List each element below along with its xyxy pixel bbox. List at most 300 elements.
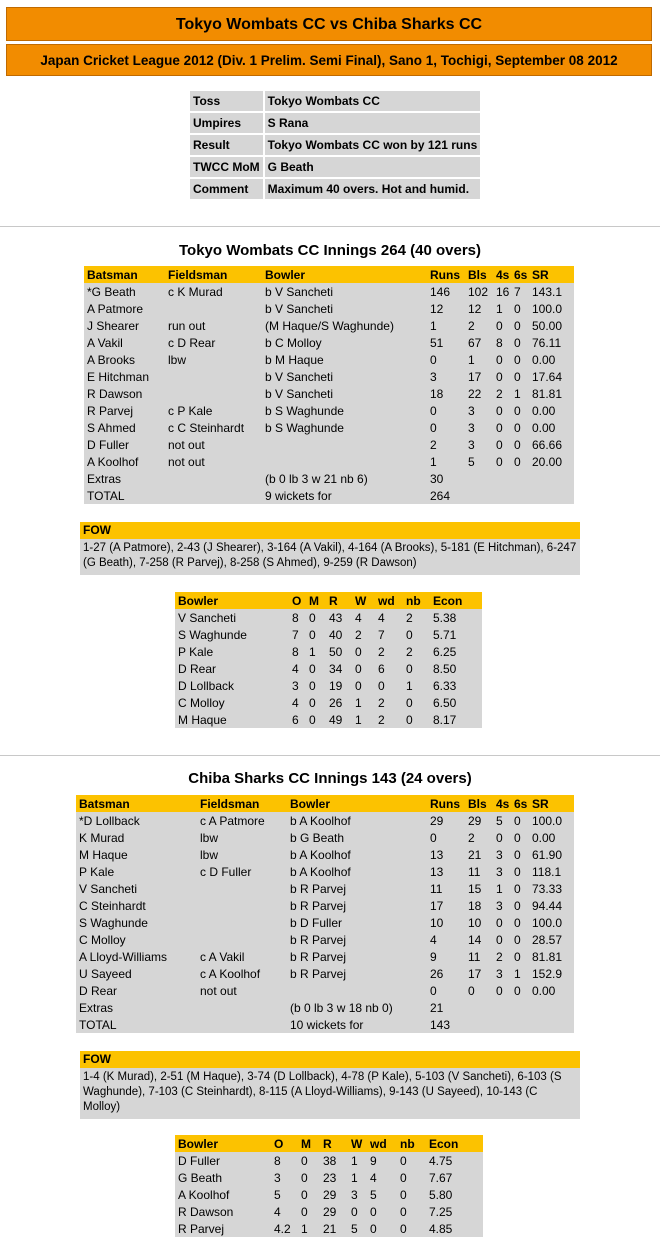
bowling-header-cell: W (352, 592, 375, 609)
batting-cell: b G Beath (290, 830, 345, 845)
bowling-header-cell: R (326, 592, 352, 609)
batting-header-cell: Bowler (287, 795, 427, 812)
batting-cell: 0 (514, 403, 521, 418)
fow-text: 1-27 (A Patmore), 2-43 (J Shearer), 3-164 (A Vakil), 4-164 (A Brooks), 5-181 (E Hitchman), 6-247 (G Beath), 7-258 (R Parvej), 8-258 (S Ahmed), 9-259 (R Dawson) (83, 542, 577, 569)
batting-cell: 3 (468, 437, 475, 452)
bowling-cell: 0 (301, 1187, 308, 1202)
batting-cell: 12 (430, 301, 444, 316)
bowling-cell: 0 (309, 661, 316, 676)
batting-cell: 0 (514, 335, 521, 350)
batting-row (76, 999, 574, 1016)
batting-header-cell: SR (529, 266, 574, 283)
batting-cell: 0 (514, 352, 521, 367)
innings-2-bowling-table (175, 1135, 483, 1237)
batting-cell (197, 914, 287, 931)
batting-cell: lbw (168, 352, 187, 367)
batting-cell: A Vakil (87, 335, 123, 350)
batting-cell (165, 487, 262, 504)
batting-cell: 3 (496, 847, 503, 862)
batting-cell: E Hitchman (87, 369, 150, 384)
batting-cell: Extras (79, 1000, 114, 1015)
bowling-cell: 0 (351, 1204, 358, 1219)
batting-cell: 51 (430, 335, 444, 350)
batting-row (84, 317, 574, 334)
batting-cell: 0 (514, 983, 521, 998)
batting-cell (465, 1016, 493, 1033)
batting-cell (529, 470, 574, 487)
batting-cell: R Parvej (87, 403, 134, 418)
batting-cell (511, 999, 529, 1016)
batting-row (84, 351, 574, 368)
bowling-cell: 6.50 (433, 695, 457, 710)
batting-cell (493, 1016, 511, 1033)
batting-row (84, 334, 574, 351)
bowling-row (175, 609, 482, 626)
bowling-cell: 23 (323, 1170, 337, 1185)
bowling-header-cell: R (320, 1135, 348, 1152)
info-row (190, 91, 480, 111)
batting-cell (465, 487, 493, 504)
bowling-cell: 0 (400, 1204, 407, 1219)
batting-header-cell: 6s (511, 266, 529, 283)
bowling-cell: 0 (355, 644, 362, 659)
bowling-header-row (175, 592, 482, 609)
batting-cell: not out (200, 983, 237, 998)
batting-cell: 0 (514, 932, 521, 947)
bowling-cell: 4 (292, 661, 299, 676)
batting-cell: 14 (468, 932, 482, 947)
batting-cell: K Murad (79, 830, 125, 845)
batting-cell: 0 (468, 983, 475, 998)
batting-cell: 1 (430, 454, 437, 469)
batting-header-cell: Bowler (262, 266, 427, 283)
bowling-cell: D Rear (178, 661, 217, 676)
batting-cell: 0.00 (532, 420, 556, 435)
bowling-row (175, 1220, 483, 1237)
batting-cell: 26 (430, 966, 444, 981)
batting-cell: 0 (496, 352, 503, 367)
bowling-cell: 6.33 (433, 678, 457, 693)
info-row (190, 157, 480, 177)
batting-cell (529, 487, 574, 504)
bowling-cell: 7 (292, 627, 299, 642)
batting-cell: 67 (468, 335, 482, 350)
batting-cell: 0 (430, 352, 437, 367)
batting-cell (465, 999, 493, 1016)
bowling-header-cell: M (306, 592, 326, 609)
batting-cell: 2 (496, 386, 503, 401)
bowling-header-cell: Bowler (175, 592, 289, 609)
bowling-cell: S Waghunde (178, 627, 247, 642)
batting-cell: (M Haque/S Waghunde) (265, 318, 394, 333)
batting-cell: 0.00 (532, 352, 556, 367)
batting-header-cell: 4s (493, 795, 511, 812)
batting-cell: 4 (430, 932, 437, 947)
batting-cell: 28.57 (532, 932, 563, 947)
batting-cell: 0 (496, 454, 503, 469)
bowling-cell: 0 (309, 610, 316, 625)
batting-header-cell: 4s (493, 266, 511, 283)
batting-cell: C Molloy (79, 932, 126, 947)
batting-cell: b A Koolhof (290, 813, 351, 828)
info-row (190, 113, 480, 133)
batting-cell (287, 982, 427, 999)
bowling-header-cell: wd (367, 1135, 397, 1152)
batting-cell (529, 1016, 574, 1033)
batting-header-cell: Batsman (84, 266, 165, 283)
innings-2-title: Chiba Sharks CC Innings 143 (24 overs) (188, 770, 472, 787)
batting-cell: lbw (200, 847, 219, 862)
bowling-cell: 8.50 (433, 661, 457, 676)
info-value: S Rana (265, 113, 481, 133)
batting-row (76, 982, 574, 999)
batting-header-cell: 6s (511, 795, 529, 812)
bowling-cell: 5 (351, 1221, 358, 1236)
batting-cell (493, 487, 511, 504)
batting-row (84, 283, 574, 300)
bowling-cell: 1 (351, 1170, 358, 1185)
batting-cell: A Patmore (87, 301, 144, 316)
bowling-cell: A Koolhof (178, 1187, 230, 1202)
bowling-cell: 4 (274, 1204, 281, 1219)
batting-cell: J Shearer (87, 318, 140, 333)
batting-cell: 17 (468, 369, 482, 384)
batting-header-row (84, 266, 574, 283)
batting-row (84, 385, 574, 402)
batting-row (76, 1016, 574, 1033)
batting-cell (197, 1016, 287, 1033)
batting-cell: 146 (430, 284, 451, 299)
batting-row (76, 931, 574, 948)
info-value: Tokyo Wombats CC won by 121 runs (265, 135, 481, 155)
batting-cell: c A Patmore (200, 813, 265, 828)
batting-cell: b A Koolhof (290, 864, 351, 879)
match-title: Tokyo Wombats CC vs Chiba Sharks CC (6, 7, 652, 41)
batting-cell: b R Parvej (290, 881, 347, 896)
batting-cell (262, 453, 427, 470)
bowling-row (175, 660, 482, 677)
batting-cell: b V Sancheti (265, 369, 334, 384)
bowling-header-cell: O (289, 592, 306, 609)
batting-row (84, 470, 574, 487)
batting-cell: M Haque (79, 847, 128, 862)
bowling-cell: 6 (378, 661, 385, 676)
bowling-header-cell: M (298, 1135, 320, 1152)
bowling-cell: 4.75 (429, 1153, 453, 1168)
bowling-cell: 8 (274, 1153, 281, 1168)
bowling-cell: 38 (323, 1153, 337, 1168)
info-key: Toss (190, 91, 263, 111)
bowling-cell: 1 (355, 695, 362, 710)
batting-cell: b R Parvej (290, 898, 347, 913)
batting-cell (262, 436, 427, 453)
batting-cell: 29 (430, 813, 444, 828)
batting-cell: 0 (496, 420, 503, 435)
batting-cell: 11 (430, 881, 443, 896)
bowling-row (175, 643, 482, 660)
bowling-cell: 8.17 (433, 712, 457, 727)
bowling-cell: 5 (370, 1187, 377, 1202)
innings-1-fow (80, 522, 580, 575)
bowling-row (175, 694, 482, 711)
batting-cell: c A Vakil (200, 949, 245, 964)
batting-cell: 8 (496, 335, 503, 350)
bowling-cell: 6.25 (433, 644, 457, 659)
bowling-cell: 0 (400, 1153, 407, 1168)
batting-cell: 13 (430, 847, 444, 862)
batting-cell: C Steinhardt (79, 898, 146, 913)
batting-cell (511, 487, 529, 504)
batting-cell: 0.00 (532, 983, 556, 998)
bowling-cell: 0 (301, 1170, 308, 1185)
batting-cell (529, 999, 574, 1016)
batting-cell: 21 (468, 847, 482, 862)
bowling-cell: 1 (406, 678, 413, 693)
batting-cell: 10 wickets for (290, 1017, 364, 1032)
batting-cell: b A Koolhof (290, 847, 351, 862)
bowling-header-cell: W (348, 1135, 367, 1152)
batting-row (76, 914, 574, 931)
batting-cell (511, 1016, 529, 1033)
bowling-cell: 19 (329, 678, 343, 693)
batting-cell: 16 (496, 284, 510, 299)
batting-cell: b S Waghunde (265, 403, 344, 418)
bowling-cell: 5.80 (429, 1187, 453, 1202)
info-key: Comment (190, 179, 263, 199)
batting-cell: 118.1 (532, 864, 562, 879)
batting-cell: *D Lollback (79, 813, 140, 828)
batting-cell: 0.00 (532, 830, 556, 845)
bowling-cell: 0 (400, 1170, 407, 1185)
bowling-cell: G Beath (178, 1170, 223, 1185)
innings-1-title: Tokyo Wombats CC Innings 264 (40 overs) (178, 242, 481, 259)
batting-cell: 1 (496, 881, 503, 896)
bowling-cell: 1 (351, 1153, 358, 1168)
bowling-header-cell: wd (375, 592, 403, 609)
batting-cell: 0 (514, 830, 521, 845)
bowling-header-cell: Econ (430, 592, 482, 609)
batting-row (84, 487, 574, 504)
batting-cell: 94.44 (532, 898, 563, 913)
bowling-cell: 26 (329, 695, 343, 710)
batting-cell: S Waghunde (79, 915, 148, 930)
info-row (190, 135, 480, 155)
batting-header-cell: Runs (427, 795, 465, 812)
bowling-cell: 0 (400, 1187, 407, 1202)
batting-row (76, 897, 574, 914)
batting-cell: 11 (468, 864, 481, 879)
fow-text: 1-4 (K Murad), 2-51 (M Haque), 3-74 (D Lollback), 4-78 (P Kale), 5-103 (V Sancheti), 6-103 (S Waghunde), 7-103 (C Steinhardt), 8-115 (A Lloyd-Williams), 9-143 (U Sayeed), 10-143 (C Molloy) (83, 1071, 562, 1113)
batting-cell: 1 (514, 386, 521, 401)
bowling-row (175, 626, 482, 643)
section-divider (0, 226, 660, 227)
batting-cell: 2 (430, 437, 437, 452)
batting-cell: S Ahmed (87, 420, 136, 435)
batting-cell: c K Murad (168, 284, 223, 299)
bowling-cell: 0 (301, 1153, 308, 1168)
batting-cell: Extras (87, 471, 122, 486)
batting-cell: D Rear (79, 983, 118, 998)
match-subtitle: Japan Cricket League 2012 (Div. 1 Prelim. Semi Final), Sano 1, Tochigi, September 08 2012 (6, 44, 652, 76)
batting-cell: P Kale (79, 864, 115, 879)
batting-cell: 0 (514, 369, 521, 384)
batting-cell: 18 (468, 898, 482, 913)
bowling-cell: 2 (378, 695, 385, 710)
bowling-cell: 9 (370, 1153, 377, 1168)
batting-cell: 102 (468, 284, 489, 299)
batting-row (76, 829, 574, 846)
bowling-cell: R Dawson (178, 1204, 234, 1219)
section-divider (0, 755, 660, 756)
info-value: G Beath (265, 157, 481, 177)
bowling-cell: 7 (378, 627, 385, 642)
batting-cell: TOTAL (79, 1017, 117, 1032)
batting-cell: b V Sancheti (265, 284, 334, 299)
bowling-cell: 43 (329, 610, 343, 625)
batting-cell: 18 (430, 386, 444, 401)
bowling-cell: 1 (301, 1221, 308, 1236)
batting-cell: c D Fuller (200, 864, 252, 879)
batting-cell: (b 0 lb 3 w 18 nb 0) (290, 1000, 393, 1015)
bowling-cell: 0 (309, 627, 316, 642)
bowling-cell: 2 (378, 644, 385, 659)
batting-row (76, 846, 574, 863)
batting-cell: 0 (430, 983, 437, 998)
batting-cell: 61.90 (532, 847, 563, 862)
batting-cell: 3 (496, 966, 503, 981)
batting-cell: A Koolhof (87, 454, 139, 469)
bowling-cell: 50 (329, 644, 343, 659)
batting-cell (493, 999, 511, 1016)
batting-cell: 0 (514, 915, 521, 930)
bowling-cell: 0 (309, 678, 316, 693)
batting-cell (165, 368, 262, 385)
batting-cell: A Brooks (87, 352, 136, 367)
bowling-header-cell: Econ (426, 1135, 483, 1152)
bowling-cell: 3 (274, 1170, 281, 1185)
batting-cell: 0 (514, 864, 521, 879)
batting-cell (197, 880, 287, 897)
batting-cell: b V Sancheti (265, 301, 334, 316)
batting-cell: 5 (468, 454, 475, 469)
batting-cell: 0 (430, 420, 437, 435)
batting-cell: V Sancheti (79, 881, 138, 896)
batting-cell: b R Parvej (290, 949, 347, 964)
batting-cell: b R Parvej (290, 932, 347, 947)
bowling-cell: 0 (370, 1204, 377, 1219)
bowling-cell: 4 (355, 610, 362, 625)
batting-cell: 3 (430, 369, 437, 384)
info-value: Tokyo Wombats CC (265, 91, 481, 111)
bowling-cell: R Parvej (178, 1221, 225, 1236)
batting-cell: c C Steinhardt (168, 420, 245, 435)
bowling-header-cell: Bowler (175, 1135, 271, 1152)
bowling-cell: 0 (406, 695, 413, 710)
bowling-row (175, 711, 482, 728)
batting-cell: 0 (514, 813, 521, 828)
batting-cell: 0 (496, 437, 503, 452)
bowling-cell: V Sancheti (178, 610, 237, 625)
bowling-cell: 40 (329, 627, 343, 642)
batting-cell: D Fuller (87, 437, 130, 452)
batting-cell: (b 0 lb 3 w 21 nb 6) (265, 471, 368, 486)
batting-cell: 17 (468, 966, 482, 981)
bowling-row (175, 1203, 483, 1220)
bowling-cell: 8 (292, 610, 299, 625)
batting-cell: 81.81 (532, 386, 563, 401)
batting-cell: 0 (496, 369, 503, 384)
batting-row (76, 948, 574, 965)
batting-cell: 66.66 (532, 437, 563, 452)
batting-cell: not out (168, 437, 205, 452)
batting-cell: *G Beath (87, 284, 136, 299)
batting-cell: 21 (430, 1000, 444, 1015)
batting-cell: 0.00 (532, 403, 556, 418)
batting-cell: 30 (430, 471, 444, 486)
bowling-header-row (175, 1135, 483, 1152)
batting-header-cell: Bls (465, 795, 493, 812)
batting-cell: 20.00 (532, 454, 563, 469)
bowling-cell: 0 (309, 695, 316, 710)
batting-row (84, 453, 574, 470)
batting-cell: 10 (468, 915, 482, 930)
batting-cell: 17.64 (532, 369, 563, 384)
bowling-cell: 4.2 (274, 1221, 291, 1236)
bowling-cell: 29 (323, 1187, 337, 1202)
batting-cell: 100.0 (532, 915, 563, 930)
bowling-header-cell: nb (403, 592, 430, 609)
bowling-cell: D Fuller (178, 1153, 221, 1168)
batting-cell: b V Sancheti (265, 386, 334, 401)
batting-cell: 0 (430, 403, 437, 418)
bowling-cell: 0 (406, 627, 413, 642)
batting-row (84, 300, 574, 317)
batting-cell (165, 385, 262, 402)
bowling-cell: D Lollback (178, 678, 235, 693)
batting-cell: 2 (496, 949, 503, 964)
bowling-cell: 0 (406, 661, 413, 676)
batting-cell: 0 (514, 437, 521, 452)
batting-cell: 100.0 (532, 301, 563, 316)
batting-cell (197, 931, 287, 948)
batting-cell (165, 470, 262, 487)
info-key: TWCC MoM (190, 157, 263, 177)
batting-cell: 264 (430, 488, 451, 503)
batting-cell: 152.9 (532, 966, 563, 981)
batting-cell: lbw (200, 830, 219, 845)
bowling-cell: 3 (351, 1187, 358, 1202)
bowling-cell: 5.71 (433, 627, 457, 642)
batting-cell: 100.0 (532, 813, 563, 828)
batting-cell: 10 (430, 915, 444, 930)
bowling-cell: 5 (274, 1187, 281, 1202)
batting-cell: U Sayeed (79, 966, 132, 981)
bowling-cell: 0 (355, 661, 362, 676)
info-key: Result (190, 135, 263, 155)
innings-1-batting-table (84, 266, 574, 504)
batting-cell: not out (168, 454, 205, 469)
batting-header-cell: Batsman (76, 795, 197, 812)
batting-row (84, 419, 574, 436)
batting-header-cell: Bls (465, 266, 493, 283)
innings-2-fow (80, 1051, 580, 1119)
bowling-cell: 6 (292, 712, 299, 727)
batting-cell (197, 897, 287, 914)
match-info-table (188, 89, 482, 201)
batting-cell: 143.1 (532, 284, 563, 299)
bowling-cell: 2 (378, 712, 385, 727)
batting-cell: 3 (496, 898, 503, 913)
